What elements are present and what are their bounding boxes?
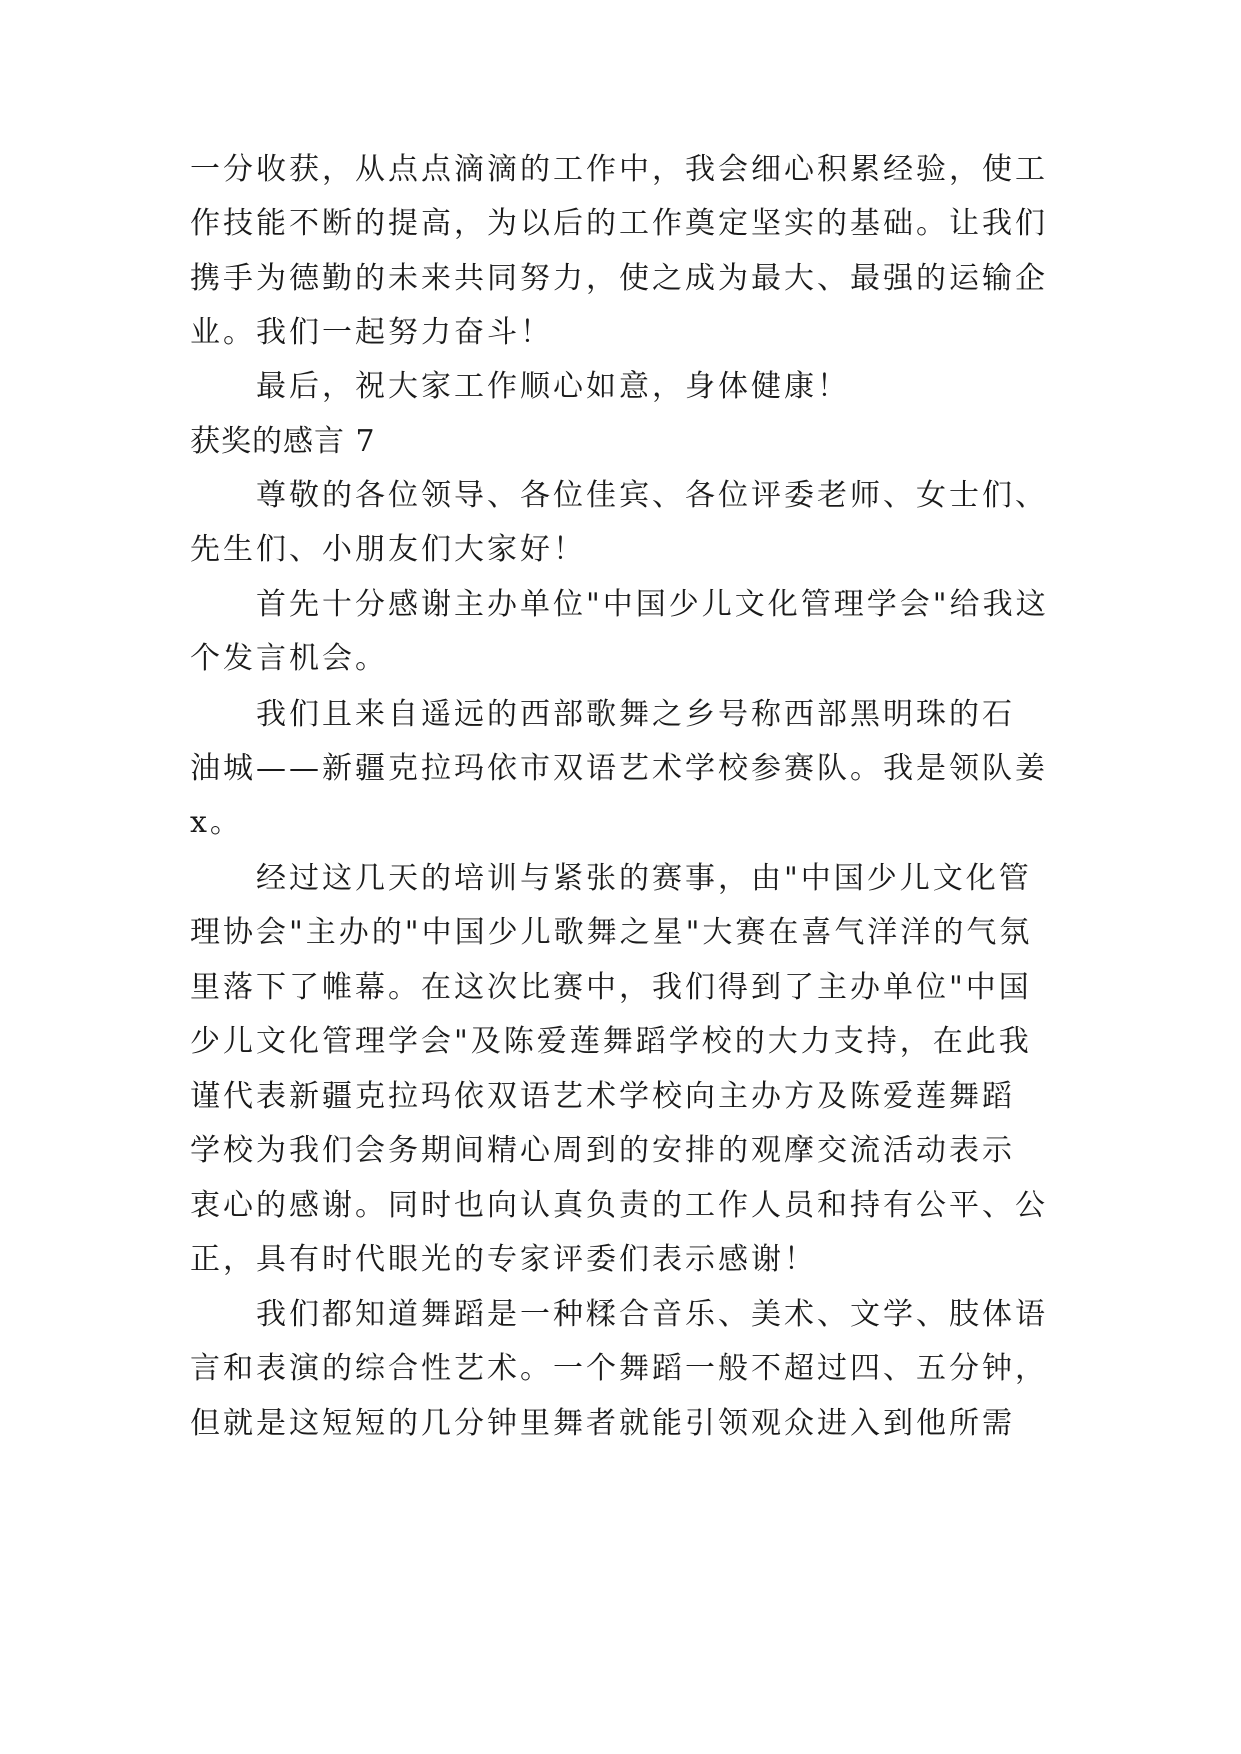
section-heading: 获奖的感言 7 bbox=[190, 424, 376, 459]
text-line: 少儿文化管理学会"及陈爱莲舞蹈学校的大力支持，在此我 bbox=[190, 1024, 1032, 1059]
text-line: 我们且来自遥远的西部歌舞之乡号称西部黑明珠的石 bbox=[256, 697, 1015, 732]
text-line: 首先十分感谢主办单位"中国少儿文化管理学会"给我这 bbox=[256, 587, 1049, 622]
text-line: 个发言机会。 bbox=[190, 641, 388, 676]
text-line: 业。我们一起努力奋斗！ bbox=[190, 315, 553, 350]
text-line: 里落下了帷幕。在这次比赛中，我们得到了主办单位"中国 bbox=[190, 970, 1032, 1005]
text-line: 谨代表新疆克拉玛依双语艺术学校向主办方及陈爱莲舞蹈 bbox=[190, 1079, 1015, 1114]
text-line: 言和表演的综合性艺术。一个舞蹈一般不超过四、五分钟， bbox=[190, 1351, 1048, 1386]
text-line: 作技能不断的提高，为以后的工作奠定坚实的基础。让我们 bbox=[190, 206, 1048, 241]
text-line: 学校为我们会务期间精心周到的安排的观摩交流活动表示 bbox=[190, 1133, 1015, 1168]
text-line: 携手为德勤的未来共同努力，使之成为最大、最强的运输企 bbox=[190, 261, 1048, 296]
text-line: 油城——新疆克拉玛依市双语艺术学校参赛队。我是领队姜 bbox=[190, 751, 1048, 786]
text-line: 我们都知道舞蹈是一种糅合音乐、美术、文学、肢体语 bbox=[256, 1297, 1048, 1332]
text-line: 尊敬的各位领导、各位佳宾、各位评委老师、女士们、 bbox=[256, 478, 1048, 513]
text-line: 正，具有时代眼光的专家评委们表示感谢！ bbox=[190, 1242, 817, 1277]
text-line: 理协会"主办的"中国少儿歌舞之星"大赛在喜气洋洋的气氛 bbox=[190, 915, 1033, 950]
text-line: x。 bbox=[190, 805, 243, 840]
text-line: 经过这几天的培训与紧张的赛事，由"中国少儿文化管 bbox=[256, 861, 1032, 896]
text-line: 衷心的感谢。同时也向认真负责的工作人员和持有公平、公 bbox=[190, 1188, 1048, 1223]
text-line: 最后，祝大家工作顺心如意，身体健康！ bbox=[256, 369, 850, 404]
text-line: 一分收获，从点点滴滴的工作中，我会细心积累经验，使工 bbox=[190, 152, 1048, 187]
text-line: 但就是这短短的几分钟里舞者就能引领观众进入到他所需 bbox=[190, 1406, 1015, 1441]
text-line: 先生们、小朋友们大家好！ bbox=[190, 532, 586, 567]
